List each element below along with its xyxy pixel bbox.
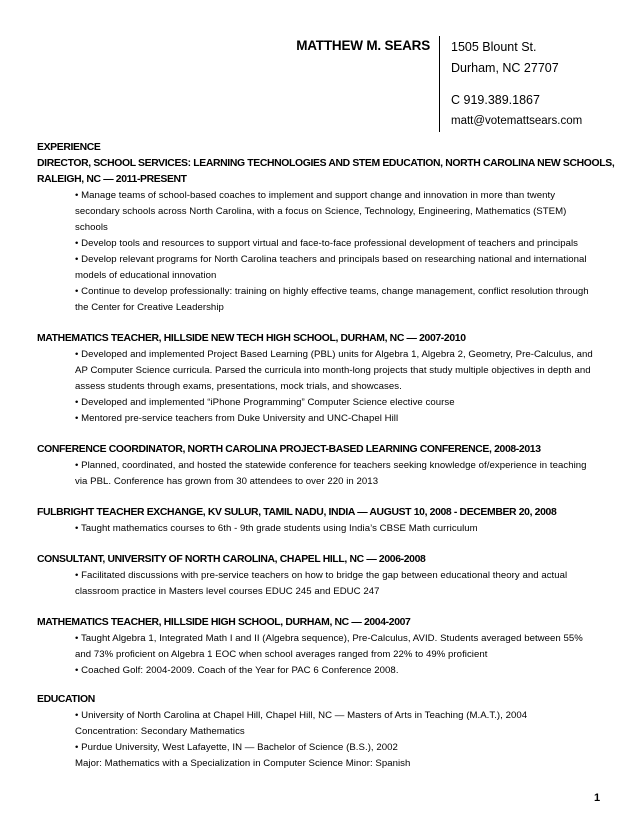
address-line-2: Durham, NC 27707 — [451, 61, 559, 75]
job-bullets — [75, 568, 617, 600]
job-entry — [37, 442, 617, 490]
bullet-item: • Taught mathematics courses to 6th - 9th grade students using India’s CBSE Math curriculum — [75, 523, 478, 534]
job-heading: CONSULTANT, UNIVERSITY OF NORTH CAROLINA, CHAPEL HILL, NC — 2006-2008 — [37, 554, 426, 565]
section-spacer — [37, 537, 617, 552]
section-spacer — [37, 679, 617, 692]
bullet-item: • Coached Golf: 2004-2009. Coach of the Year for PAC 6 Conference 2008. — [75, 665, 399, 676]
job-entry — [37, 505, 617, 537]
education-item: • Purdue University, West Lafayette, IN — Bachelor of Science (B.S.), 2002 — [75, 742, 398, 753]
bullet-item: • Manage teams of school-based coaches to implement and support change and innovation in more than twenty secondary schools across North Carolina, with a focus on Science, Technology, Engineering, Mathematics (STEM) schools — [75, 190, 567, 233]
contact-spacer — [451, 79, 582, 90]
education-heading: EDUCATION — [37, 694, 95, 705]
job-bullets — [75, 631, 617, 679]
bullet-item: • Taught Algebra 1, Integrated Math I and II (Algebra sequence), Pre-Calculus, AVID. Students averaged between 55% and 73% proficient on Algebra 1 EOC when school averages ranged from 22% to 49% proficient — [75, 633, 583, 660]
job-heading: MATHEMATICS TEACHER, HILLSIDE HIGH SCHOOL, DURHAM, NC — 2004-2007 — [37, 617, 411, 628]
section-spacer — [37, 490, 617, 505]
job-entry — [37, 156, 617, 316]
phone-number: C 919.389.1867 — [451, 93, 540, 107]
job-bullets — [75, 521, 617, 537]
address-line-1: 1505 Blount St. — [451, 40, 537, 54]
candidate-name: MATTHEW M. SEARS — [296, 38, 430, 53]
contact-block — [451, 37, 582, 132]
job-bullets — [75, 458, 617, 490]
job-bullets — [75, 347, 617, 427]
bullet-item: • Continue to develop professionally: training on highly effective teams, change management, conflict resolution through the Center for Creative Leadership — [75, 286, 589, 313]
section-spacer — [37, 316, 617, 331]
bullet-item: • Developed and implemented Project Based Learning (PBL) units for Algebra 1, Algebra 2, Geometry, Pre-Calculus, and AP Computer Science curricula. Parsed the curricula into month-long projects that study multiple objectives in depth and assess students through exams, presentations, mock trials, and showcases. — [75, 349, 593, 392]
education-item: Major: Mathematics with a Specialization in Computer Science Minor: Spanish — [75, 758, 411, 769]
job-heading: FULBRIGHT TEACHER EXCHANGE, KV SULUR, TAMIL NADU, INDIA — AUGUST 10, 2008 - DECEMBER 20, 2008 — [37, 507, 557, 518]
resume-body — [37, 140, 617, 772]
page-number: 1 — [594, 792, 601, 804]
section-spacer — [37, 427, 617, 442]
header-divider — [439, 36, 440, 132]
section-spacer — [37, 600, 617, 615]
bullet-item: • Developed and implemented “iPhone Programming” Computer Science elective course — [75, 397, 455, 408]
job-entry — [37, 552, 617, 600]
job-heading: DIRECTOR, SCHOOL SERVICES: LEARNING TECHNOLOGIES AND STEM EDUCATION, NORTH CAROLINA NEW SCHOOLS, RALEIGH, NC — 2011-PRESENT — [37, 158, 615, 185]
education-item: Concentration: Secondary Mathematics — [75, 726, 245, 737]
job-entry — [37, 615, 617, 679]
email-address: matt@votemattsears.com — [451, 115, 583, 127]
bullet-item: • Develop relevant programs for North Carolina teachers and principals based on researching national and international models of educational innovation — [75, 254, 587, 281]
job-heading: CONFERENCE COORDINATOR, NORTH CAROLINA PROJECT-BASED LEARNING CONFERENCE, 2008-2013 — [37, 444, 541, 455]
bullet-item: • Mentored pre-service teachers from Duke University and UNC-Chapel Hill — [75, 413, 399, 424]
bullet-item: • Develop tools and resources to support virtual and face-to-face professional development of teachers and principals — [75, 238, 579, 249]
job-bullets — [75, 188, 617, 316]
experience-heading: EXPERIENCE — [37, 142, 101, 153]
education-item: • University of North Carolina at Chapel Hill, Chapel Hill, NC — Masters of Arts in Teaching (M.A.T.), 2004 — [75, 710, 528, 721]
bullet-item: • Planned, coordinated, and hosted the statewide conference for teachers seeking knowledge of/experience in teaching via PBL. Conference has grown from 30 attendees to over 220 in 2013 — [75, 460, 587, 487]
job-entry — [37, 331, 617, 427]
bullet-item: • Facilitated discussions with pre-service teachers on how to bridge the gap between educational theory and actual classroom practice in Masters level courses EDUC 245 and EDUC 247 — [75, 570, 568, 597]
job-heading: MATHEMATICS TEACHER, HILLSIDE NEW TECH HIGH SCHOOL, DURHAM, NC — 2007-2010 — [37, 333, 466, 344]
education-list — [75, 708, 617, 772]
